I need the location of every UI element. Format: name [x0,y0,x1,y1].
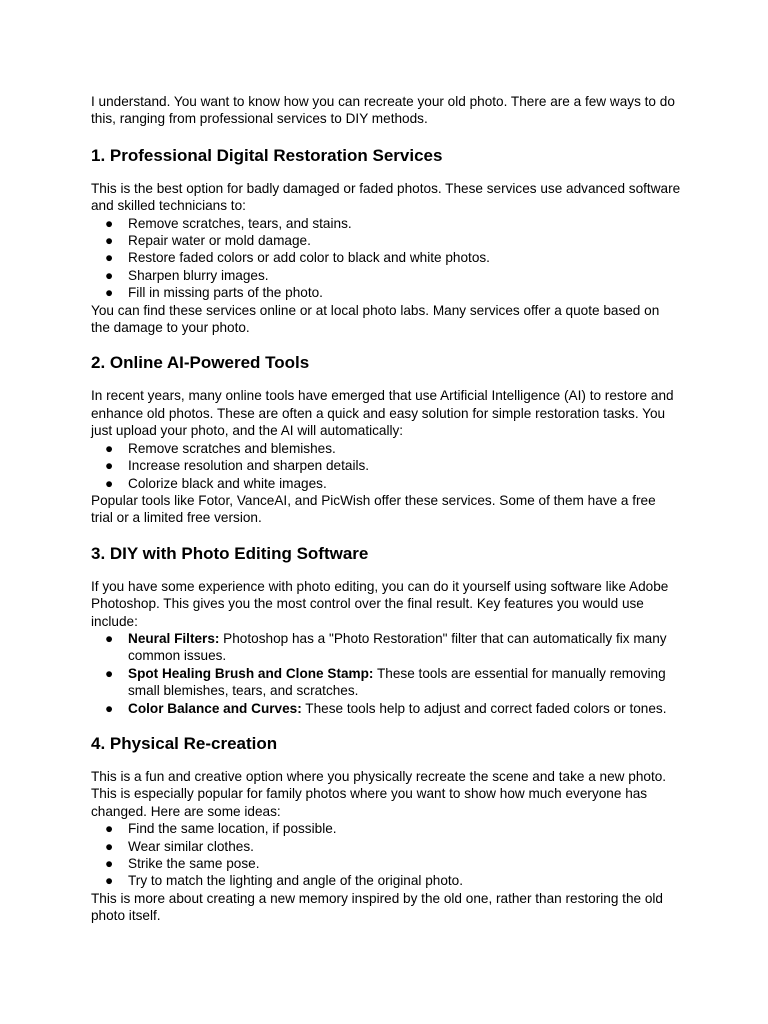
list-item: ● Neural Filters: Photoshop has a "Photo Restoration" filter that can automatically fix many common issues. [105,630,667,664]
list-item: ● Color Balance and Curves: These tools help to adjust and correct faded colors or tones. [105,700,667,716]
list-item: ● Find the same location, if possible. [105,821,337,837]
bullet-icon: ● [105,665,114,681]
list-item: ● Repair water or mold damage. [105,233,311,249]
list-item: ● Try to match the lighting and angle of the original photo. [105,873,464,889]
bullet-icon: ● [105,285,114,301]
bullet-icon: ● [105,458,114,474]
bullet-icon: ● [105,856,114,871]
section-heading-diy-software: 3. DIY with Photo Editing Software [91,543,369,563]
bullet-list-ai-tools [91,440,681,492]
list-item: ● Wear similar clothes. [105,838,254,854]
section-lead-ai-tools: In recent years, many online tools have emerged that use Artificial Intelligence (AI) to restore and enhance old photos. These are often a quick and easy solution for simple restoration tasks. You just upload your photo, and the AI will automatically: [91,388,674,439]
list-item: ● Sharpen blurry images. [105,267,269,283]
section-heading-ai-tools: 2. Online AI-Powered Tools [91,353,310,373]
list-item-term: Color Balance and Curves: [128,700,302,716]
bullet-icon: ● [105,630,114,646]
list-item: ● Restore faded colors or add color to black and white photos. [105,250,490,266]
bullet-icon: ● [105,821,114,837]
list-item: ● Remove scratches and blemishes. [105,440,336,456]
section-closing-professional-restoration: You can find these services online or at local photo labs. Many services offer a quote based on the damage to your photo. [91,302,660,336]
bullet-icon: ● [105,250,114,266]
list-item: ● Spot Healing Brush and Clone Stamp: These tools are essential for manually removing small blemishes, tears, and scratches. [105,665,666,699]
list-item: ● Fill in missing parts of the photo. [105,285,323,301]
bullet-list-diy-software [91,630,681,717]
bullet-icon: ● [105,233,114,249]
bullet-list-professional-restoration [91,215,681,302]
bullet-icon: ● [105,215,114,231]
bullet-icon: ● [105,440,114,456]
list-item: ● Remove scratches, tears, and stains. [105,215,352,231]
section-heading-physical-recreation: 4. Physical Re-creation [91,733,278,753]
list-item: ● Strike the same pose. [105,856,260,871]
list-item-term: Spot Healing Brush and Clone Stamp: [128,665,374,681]
section-closing-physical-recreation: This is more about creating a new memory inspired by the old one, rather than restoring the old photo itself. [91,890,663,924]
section-lead-professional-restoration: This is the best option for badly damaged or faded photos. These services use advanced software and skilled technicians to: [91,180,681,214]
section-lead-diy-software: If you have some experience with photo editing, you can do it yourself using software like Adobe Photoshop. This gives you the most control over the final result. Key features you would use include: [91,578,669,629]
section-lead-physical-recreation: This is a fun and creative option where you physically recreate the scene and take a new photo. This is especially popular for family photos where you want to show how much everyone has changed. Here are some ideas: [91,768,667,819]
document-page [91,93,681,925]
bullet-list-physical-recreation [91,820,681,890]
bullet-icon: ● [105,700,114,716]
bullet-icon: ● [105,838,114,854]
list-item: ● Increase resolution and sharpen details. [105,458,370,474]
intro-paragraph: I understand. You want to know how you can recreate your old photo. There are a few ways to do this, ranging from professional services to DIY methods. [91,94,675,127]
section-heading-professional-restoration: 1. Professional Digital Restoration Services [91,145,443,165]
bullet-icon: ● [105,873,114,889]
bullet-icon: ● [105,267,114,283]
list-item-term: Neural Filters: [128,630,220,646]
bullet-icon: ● [105,475,114,491]
section-closing-ai-tools: Popular tools like Fotor, VanceAI, and PicWish offer these services. Some of them have a free trial or a limited free version. [91,492,656,526]
list-item: ● Colorize black and white images. [105,475,327,491]
